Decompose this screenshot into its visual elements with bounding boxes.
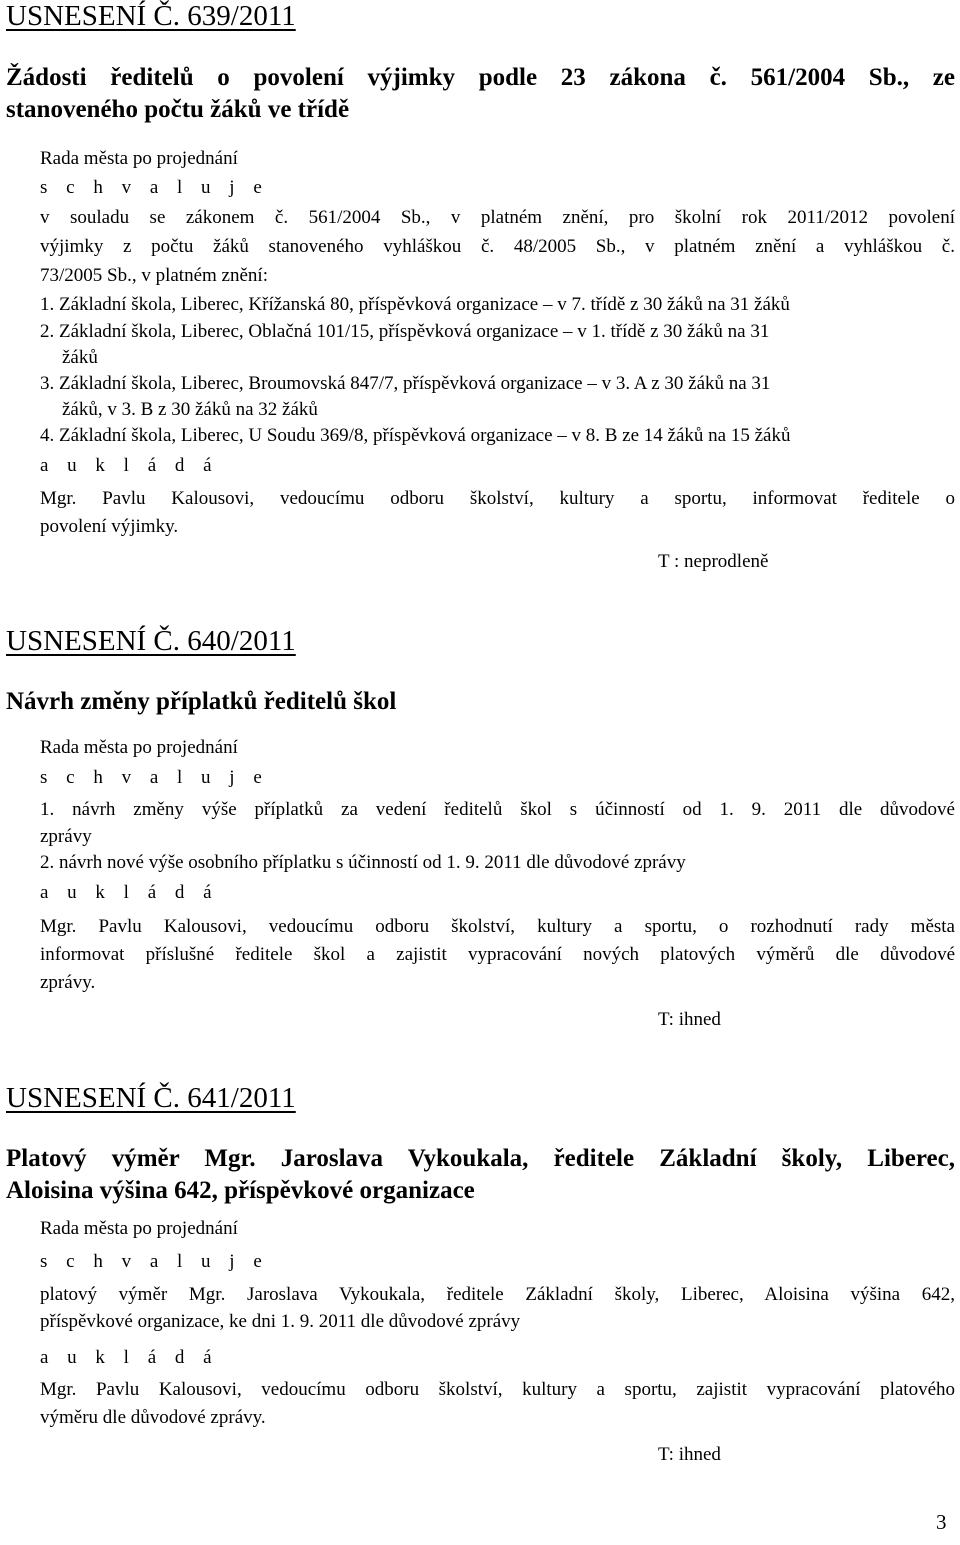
resolution-title-line: stanoveného počtu žáků ve třídě: [6, 96, 350, 123]
council-line: Rada města po projednání: [40, 148, 238, 169]
deadline: T: ihned: [658, 1009, 721, 1030]
instructs-text-line: informovat příslušné ředitele škol a zajistit vypracování nových platových výměrů dle důvodové: [40, 944, 955, 965]
list-item: 2. Základní škola, Liberec, Oblačná 101/15, příspěvková organizace – v 1. třídě z 30 žáků na 31: [40, 321, 770, 342]
instructs-keyword: a u k l á d á: [40, 455, 219, 476]
list-item-continuation: žáků, v 3. B z 30 žáků na 32 žáků: [62, 399, 318, 420]
resolution-number: USNESENÍ Č. 639/2011: [6, 0, 296, 32]
instructs-text-line: povolení výjimky.: [40, 516, 179, 537]
list-item: 2. návrh nové výše osobního příplatku s účinností od 1. 9. 2011 dle důvodové zprávy: [40, 852, 686, 873]
list-item-continuation: zprávy: [40, 826, 92, 847]
council-line: Rada města po projednání: [40, 1218, 238, 1239]
instructs-keyword: a u k l á d á: [40, 1347, 219, 1368]
list-item: 3. Základní škola, Liberec, Broumovská 847/7, příspěvková organizace – v 3. A z 30 žáků na 31: [40, 373, 771, 394]
resolution-title-line: Platový výměr Mgr. Jaroslava Vykoukala, ředitele Základní školy, Liberec,: [6, 1145, 955, 1172]
list-item: 4. Základní škola, Liberec, U Soudu 369/8, příspěvková organizace – v 8. B ze 14 žáků na 15 žáků: [40, 425, 791, 446]
approves-keyword: s c h v a l u j e: [40, 1251, 269, 1272]
approves-text-line: příspěvkové organizace, ke dni 1. 9. 2011 dle důvodové zprávy: [40, 1311, 521, 1332]
council-line: Rada města po projednání: [40, 737, 238, 758]
instructs-text-line: Mgr. Pavlu Kalousovi, vedoucímu odboru školství, kultury a sportu, o rozhodnutí rady města: [40, 916, 955, 937]
deadline: T : neprodleně: [658, 551, 769, 572]
list-item-continuation: žáků: [62, 347, 98, 368]
instructs-text-line: Mgr. Pavlu Kalousovi, vedoucímu odboru školství, kultury a sportu, zajistit vypracování platového: [40, 1379, 955, 1400]
instructs-text-line: zprávy.: [40, 972, 96, 993]
deadline: T: ihned: [658, 1444, 721, 1465]
instructs-keyword: a u k l á d á: [40, 882, 219, 903]
resolution-number: USNESENÍ Č. 641/2011: [6, 1082, 296, 1114]
approves-text-line: platový výměr Mgr. Jaroslava Vykoukala, ředitele Základní školy, Liberec, Aloisina výšina 642,: [40, 1284, 955, 1305]
resolution-number: USNESENÍ Č. 640/2011: [6, 625, 296, 657]
resolution-title-line: Návrh změny příplatků ředitelů škol: [6, 688, 397, 715]
instructs-text-line: výměru dle důvodové zprávy.: [40, 1407, 266, 1428]
approves-keyword: s c h v a l u j e: [40, 767, 269, 788]
approves-text-line: 73/2005 Sb., v platném znění:: [40, 265, 268, 286]
approves-text-line: výjimky z počtu žáků stanoveného vyhláškou č. 48/2005 Sb., v platném znění a vyhláškou č.: [40, 236, 955, 257]
resolution-title-line: Žádosti ředitelů o povolení výjimky podle 23 zákona č. 561/2004 Sb., ze: [6, 64, 955, 91]
list-item: 1. návrh změny výše příplatků za vedení ředitelů škol s účinností od 1. 9. 2011 dle důvodové: [40, 799, 955, 820]
resolution-title-line: Aloisina výšina 642, příspěvkové organizace: [6, 1177, 475, 1204]
instructs-text-line: Mgr. Pavlu Kalousovi, vedoucímu odboru školství, kultury a sportu, informovat ředitele o: [40, 488, 955, 509]
approves-keyword: s c h v a l u j e: [40, 177, 269, 198]
approves-text-line: v souladu se zákonem č. 561/2004 Sb., v platném znění, pro školní rok 2011/2012 povolení: [40, 207, 955, 228]
page-number: 3: [936, 1510, 947, 1534]
list-item: 1. Základní škola, Liberec, Křížanská 80, příspěvková organizace – v 7. třídě z 30 žáků na 31 žáků: [40, 294, 790, 315]
